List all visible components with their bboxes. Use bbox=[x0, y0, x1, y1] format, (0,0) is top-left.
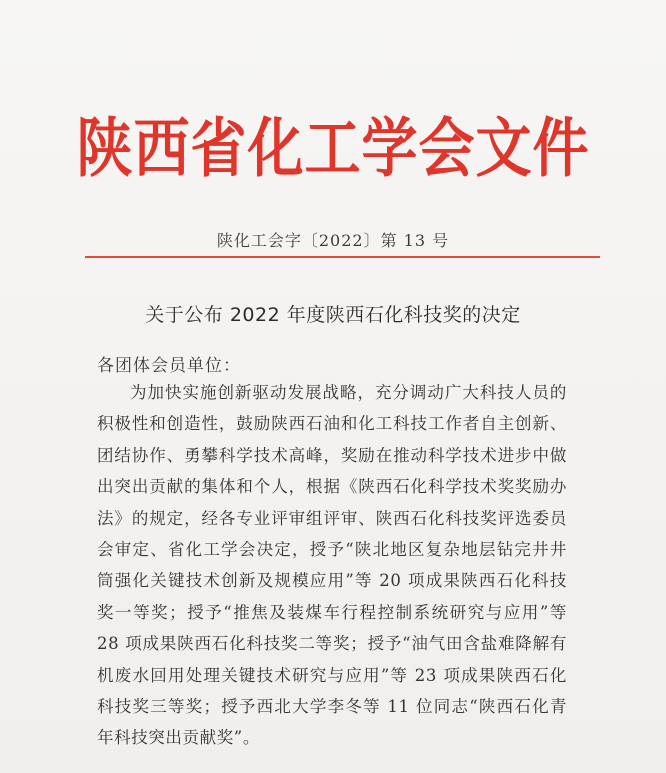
salutation: 各团体会员单位： bbox=[97, 356, 241, 376]
body-paragraph: 为加快实施创新驱动发展战略，充分调动广大科技人员的积极性和创造性，鼓励陕西石油和化工科技工作者自主创新、团结协作、勇攀科学技术高峰，奖励在推动科学技术进步中做出突出贡献的集体和个人，根据《陕西石化科学技术奖奖励办法》的规定，经各专业评审组评审、陕西石化科技奖评选委员会审定、省化工学会决定，授予“陕北地区复杂地层钻完井井筒强化关键技术创新及规模应用”等 20 项成果陕西石化科技奖一等奖；授予“推焦及装煤车行程控制系统研究与应用”等 28 项成果陕西石化科技奖二等奖；授予“油气田含盐难降解有机废水回用处理关键技术研究与应用”等 23 项成果陕西石化科技奖三等奖；授予西北大学李冬等 11 位同志“陕西石化青年科技突出贡献奖”。 bbox=[97, 383, 567, 748]
subject-title: 关于公布 2022 年度陕西石化科技奖的决定 bbox=[145, 304, 521, 326]
red-divider-line bbox=[85, 256, 600, 258]
document-number: 陕化工会字〔2022〕第 13 号 bbox=[216, 231, 450, 250]
document-header-title: 陕西省化工学会文件 bbox=[76, 110, 590, 187]
